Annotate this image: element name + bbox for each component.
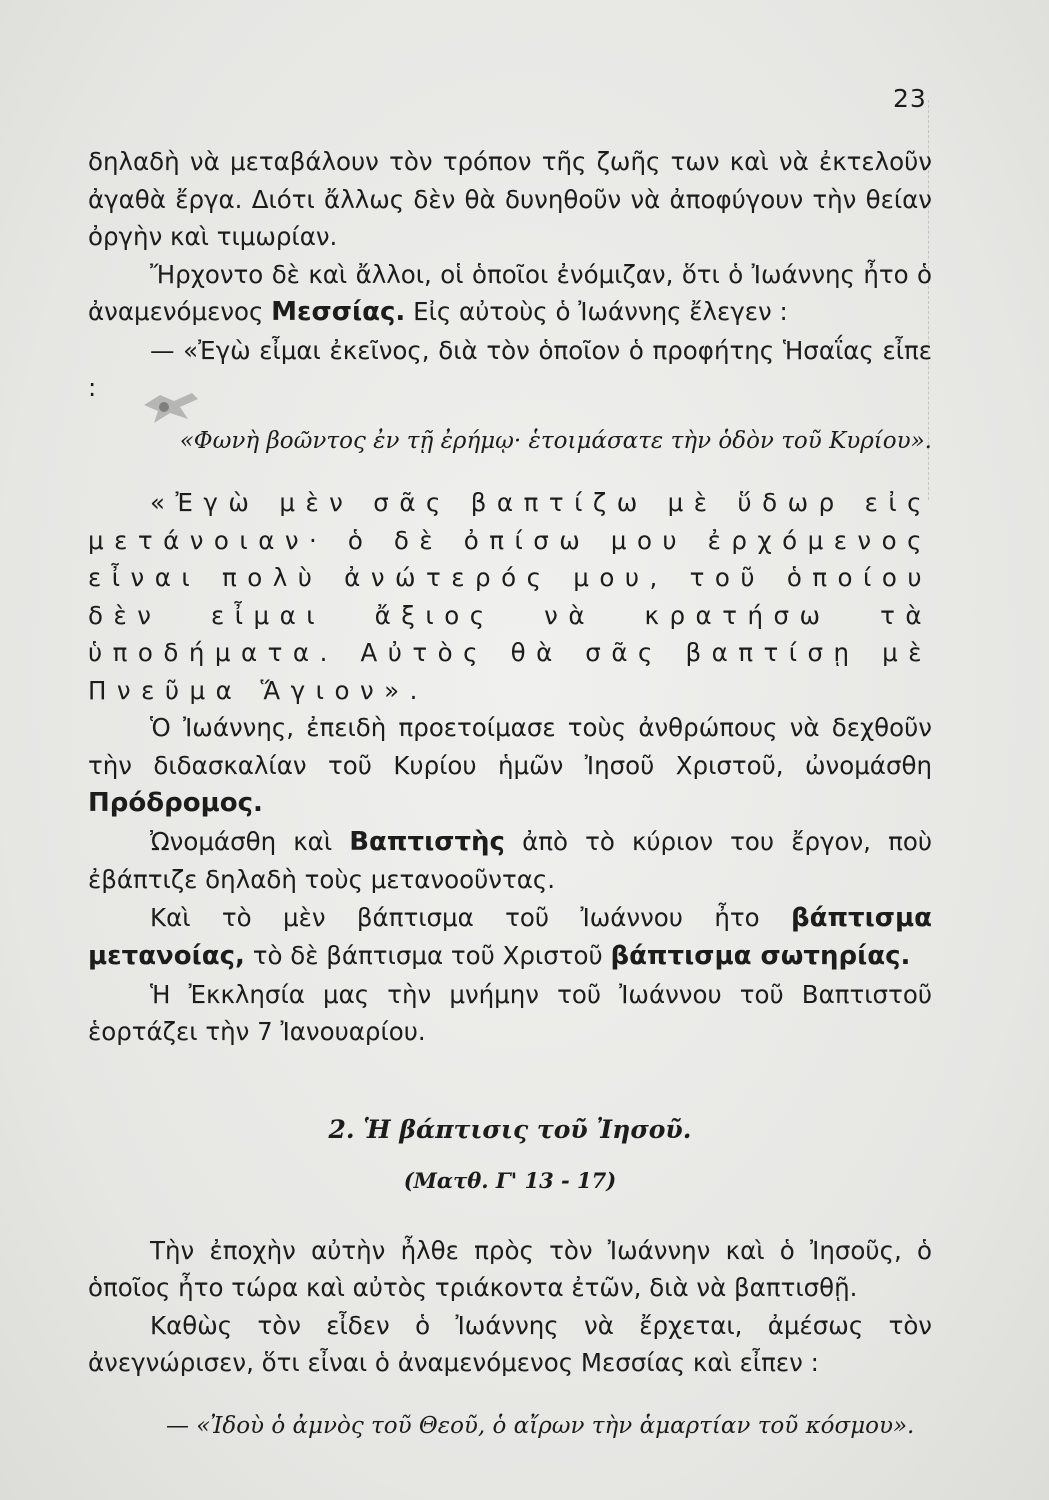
paragraph-2 xyxy=(88,256,932,332)
paragraph-6-text-a: Ὠνομάσθη καὶ xyxy=(150,826,350,856)
page-number: 23 xyxy=(893,84,927,113)
section-reference: (Ματθ. Γ' 13 - 17) xyxy=(403,1168,617,1193)
lamb-of-god-quote: — «Ἰδοὺ ὁ ἀμνὸς τοῦ Θεοῦ, ὁ αἴρων τὴν ἁμαρτίαν τοῦ κόσμου». xyxy=(166,1412,915,1439)
paragraph-9: Τὴν ἐποχὴν αὐτὴν ἦλθε πρὸς τὸν Ἰωάννην καὶ ὁ Ἰησοῦς, ὁ ὁποῖος ἦτο τώρα καὶ αὐτὸς τριάκοντα ἐτῶν, διὰ νὰ βαπτισθῇ. xyxy=(88,1235,932,1302)
paragraph-4-spaced: «Ἐγὼ μὲν σᾶς βαπτίζω μὲ ὕδωρ εἰς μετάνοιαν· ὁ δὲ ὀπίσω μου ἐρχόμενος εἶναι πολὺ ἀνώτερός μου, τοῦ ὁποίου δὲν εἶμαι ἄξιος νὰ κρατήσω τὰ ὑποδήματα. Αὐτὸς θὰ σᾶς βαπτίσῃ μὲ Πνεῦμα Ἅγιον». xyxy=(88,488,932,705)
paragraph-6-text-b: ἀπὸ τὸ κύριον του ἔργον, ποὺ ἐβάπτιζε δηλαδὴ τοὺς μετανοοῦντας. xyxy=(88,826,933,894)
paragraph-2-text-b: Εἰς αὐτοὺς ὁ Ἰωάννης ἔλεγεν : xyxy=(405,297,788,326)
paragraph-2-bold-messias: Μεσσίας. xyxy=(271,297,406,327)
paragraph-2-text-a: Ἤρχοντο δὲ καὶ ἄλλοι, οἱ ὁποῖοι ἐνόμιζαν, ὅτι ὁ Ἰωάννης ἦτο ὁ ἀναμενόμενος xyxy=(88,259,932,326)
isaiah-quote: «Φωνὴ βοῶντος ἐν τῇ ἐρήμῳ· ἑτοιμάσατε τὴν ὁδὸν τοῦ Κυρίου». xyxy=(179,427,932,454)
paragraph-3: — «Ἐγὼ εἶμαι ἐκεῖνος, διὰ τὸν ὁποῖον ὁ προφήτης Ἡσαΐας εἶπε : xyxy=(88,335,932,402)
section-title: 2. Ἡ βάπτισις τοῦ Ἰησοῦ. xyxy=(328,1114,692,1144)
paragraph-5-text: Ὁ Ἰωάννης, ἐπειδὴ προετοίμασε τοὺς ἀνθρώπους νὰ δεχθοῦν τὴν διδασκαλίαν τοῦ Κυρίου ἡμῶν Ἰησοῦ Χριστοῦ, ὠνομάσθη xyxy=(88,713,932,780)
paragraph-7-bold-sotirias: βάπτισμα σωτηρίας. xyxy=(610,941,911,971)
paragraph-8: Ἡ Ἐκκλησία μας τὴν μνήμην τοῦ Ἰωάννου τοῦ Βαπτιστοῦ ἑορτάζει τὴν 7 Ἰανουαρίου. xyxy=(88,979,932,1046)
paragraph-7-text-b: τὸ δὲ βάπτισμα τοῦ Χριστοῦ xyxy=(244,941,611,970)
paragraph-1: δηλαδὴ νὰ μεταβάλουν τὸν τρόπον τῆς ζωῆς των καὶ νὰ ἐκτελοῦν ἀγαθὰ ἔργα. Διότι ἄλλως δὲν θὰ δυνηθοῦν νὰ ἀποφύγουν τὴν θείαν ὀργὴν καὶ τιμωρίαν. xyxy=(88,147,932,251)
paragraph-7-text-a: Καὶ τὸ μὲν βάπτισμα τοῦ Ἰωάννου ἦτο xyxy=(150,902,791,932)
paragraph-6-bold-baptistis: Βαπτιστὴς xyxy=(349,826,505,857)
ink-stamp-icon xyxy=(140,385,202,429)
paragraph-10: Καθὼς τὸν εἶδεν ὁ Ἰωάννης νὰ ἔρχεται, ἀμέσως τὸν ἀνεγνώρισεν, ὅτι εἶναι ὁ ἀναμενόμενος Μεσσίας καὶ εἶπεν : xyxy=(88,1310,932,1377)
paragraph-6 xyxy=(88,823,932,899)
paragraph-7 xyxy=(88,899,932,976)
paragraph-7-bold-metanoias: βάπτισμα μετανοίας, xyxy=(88,902,932,971)
page-body xyxy=(88,143,932,1445)
paragraph-5-bold-prodromos: Πρόδρομος. xyxy=(88,788,263,818)
paragraph-5 xyxy=(88,709,932,823)
